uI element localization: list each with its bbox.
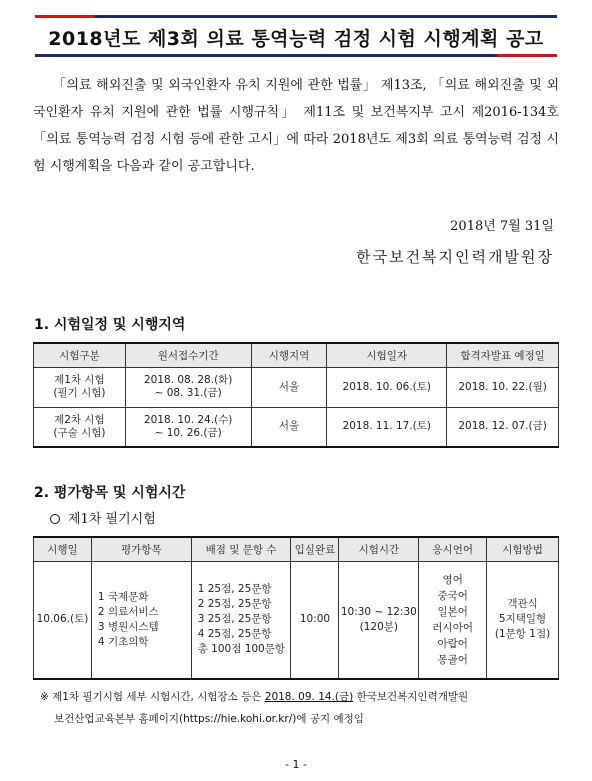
method-scoring: (1문항 1점) [494, 628, 551, 641]
title-accent-left [35, 15, 95, 18]
exam-type: 제1차 시험 [54, 374, 105, 386]
title-accent-right [497, 54, 557, 57]
header-cell: 응시언어 [419, 537, 487, 561]
table-row [34, 407, 559, 447]
eval-item: 1 국제문화 [97, 590, 149, 603]
method-format: 5지택일형 [498, 613, 547, 626]
header-cell: 원서접수기간 [125, 343, 251, 367]
region-cell: 서울 [251, 407, 327, 447]
eval-item: 3 병원시스템 [97, 620, 159, 633]
header-cell: 평가항목 [91, 537, 191, 561]
result-date-cell: 2018. 12. 07.(금) [447, 407, 559, 447]
apply-end: ~ 08. 31.(금) [154, 387, 222, 399]
language-item: 일본어 [437, 605, 468, 618]
header-cell: 시험시간 [339, 537, 419, 561]
section2-title: 2. 평가항목 및 시험시간 [34, 485, 186, 501]
language-item: 아랍어 [437, 637, 468, 650]
apply-period-cell [125, 367, 251, 407]
circle-bullet-icon [50, 514, 60, 524]
exam-date-cell: 2018. 10. 06.(토) [327, 367, 447, 407]
eval-item: 4 기초의학 [97, 635, 149, 648]
intro-paragraph-block [33, 72, 559, 180]
title-top-rule [35, 15, 557, 18]
apply-start: 2018. 10. 24.(수) [143, 413, 233, 426]
title-banner [35, 15, 557, 57]
subtitle-text: 제1차 필기시험 [68, 512, 156, 527]
header-cell: 시험방법 [487, 537, 559, 561]
footnote-line-1 [40, 686, 560, 708]
method-type: 객관식 [507, 598, 538, 611]
exam-time-cell [339, 561, 419, 679]
table-row [34, 367, 559, 407]
apply-period-cell [125, 407, 251, 447]
header-cell: 시험구분 [34, 343, 126, 367]
section1-title: 1. 시험일정 및 시행지역 [34, 317, 186, 333]
exam-type-detail: (구술 시험) [53, 426, 106, 439]
score-item: 1 25점, 25문항 [197, 583, 272, 596]
eval-item: 2 의료서비스 [97, 605, 159, 618]
issuer-name: 한국보건복지인력개발원장 [356, 248, 554, 266]
header-cell: 배점 및 문항 수 [191, 537, 291, 561]
header-cell: 시행일 [34, 537, 92, 561]
score-item: 2 25점, 25문항 [197, 598, 272, 611]
score-item: 4 25점, 25문항 [197, 628, 272, 641]
title-bottom-rule [35, 54, 557, 57]
language-item: 중국어 [437, 589, 468, 602]
score-item: 3 25점, 25문항 [197, 613, 272, 626]
exam-type-detail: (필기 시험) [53, 387, 106, 399]
header-cell: 합격자발표 예정일 [447, 343, 559, 367]
header-cell: 시행지역 [251, 343, 327, 367]
table-row [34, 561, 559, 679]
score-total: 총 100점 100문항 [197, 643, 286, 656]
result-date-cell: 2018. 10. 22.(월) [447, 367, 559, 407]
eval-items-cell [91, 561, 191, 679]
table-header-row [34, 537, 559, 561]
scores-cell [191, 561, 291, 679]
document-title: 2018년도 제3회 의료 통역능력 검정 시험 시행계획 공고 [48, 28, 544, 50]
footnote-suffix: 한국보건복지인력개발원 [353, 691, 469, 703]
header-cell: 입실완료 [291, 537, 339, 561]
announcement-date: 2018년 7월 31일 [450, 219, 554, 234]
exam-date-cell: 2018. 11. 17.(토) [327, 407, 447, 447]
page-number: - 1 - [285, 758, 307, 771]
header-cell: 시험일자 [327, 343, 447, 367]
entry-time-cell: 10:00 [291, 561, 339, 679]
footnote [40, 686, 560, 730]
exam-schedule-table [33, 342, 559, 448]
exam-type-cell [34, 367, 126, 407]
footnote-line-2: 보건산업교육본부 홈페이지(https://hie.kohi.or.kr/)에 공지 예정임 [54, 713, 364, 725]
section2-subtitle [50, 508, 156, 527]
intro-paragraph: 「의료 해외진출 및 외국인환자 유치 지원에 관한 법률」 제13조, 「의료 해외진출 및 외국인환자 유치 지원에 관한 법률 시행규칙」 제11조 및 보건복지부 고시 제2016-134호 「의료 통역능력 검정 시험 등에 관한 고시」에 따라 2018년도 제3회 의료 통역능력 검정 시험 시행계획을 다음과 같이 공고합니다. [33, 78, 559, 174]
apply-end: ~ 10. 26.(금) [154, 426, 222, 439]
footnote-prefix: ※ 제1차 필기시험 세부 시험시간, 시험장소 등은 [40, 691, 265, 703]
exam-type-cell [34, 407, 126, 447]
language-item: 러시아어 [432, 621, 473, 634]
exam-type: 제2차 시험 [54, 413, 105, 426]
table-header-row [34, 343, 559, 367]
exam-day-cell: 10.06.(토) [34, 561, 92, 679]
language-item: 몽골어 [437, 653, 468, 666]
exam-duration: (120분) [359, 620, 399, 633]
evaluation-table [33, 536, 559, 680]
apply-start: 2018. 08. 28.(화) [143, 374, 233, 386]
region-cell: 서울 [251, 367, 327, 407]
footnote-date: 2018. 09. 14.(금) [264, 691, 354, 703]
exam-time-range: 10:30 ~ 12:30 [340, 605, 417, 618]
languages-cell [419, 561, 487, 679]
method-cell [487, 561, 559, 679]
language-item: 영어 [442, 573, 463, 586]
